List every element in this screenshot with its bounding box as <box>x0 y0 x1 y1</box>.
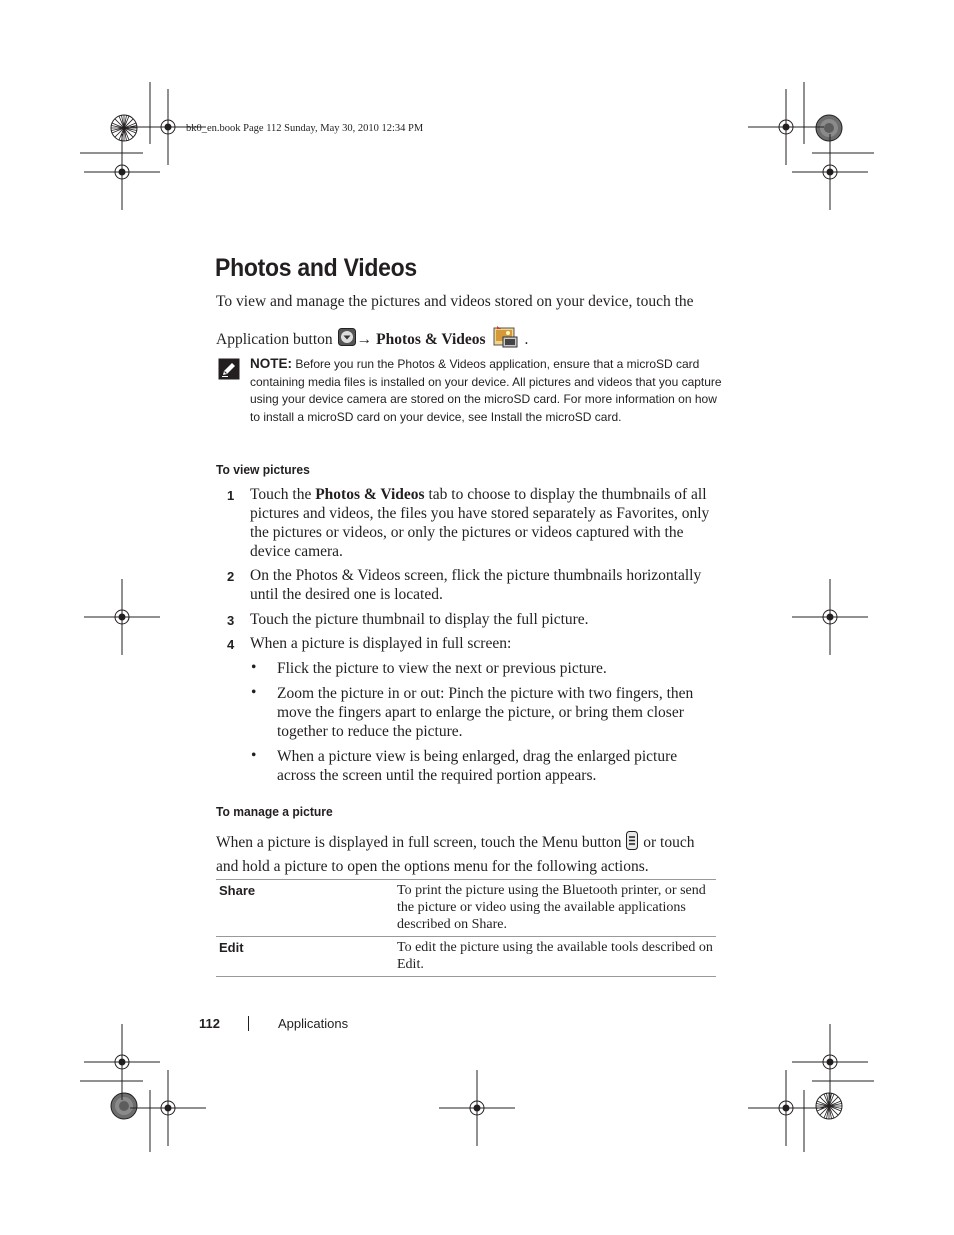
intro-application-label: Application button <box>216 330 333 348</box>
action-label: Share <box>219 883 256 898</box>
step-1-pre: Touch the <box>250 486 316 503</box>
pencil-note-icon <box>218 358 240 380</box>
step-3-text: Touch the picture thumbnail to display the full picture. <box>250 611 589 628</box>
bullet-marker: • <box>251 684 257 701</box>
bullet-item: Zoom the picture in or out: Pinch the picture with two fingers, then move the fingers apart to enlarge the picture, or bring them closer together to reduce the picture. <box>277 685 694 740</box>
intro-period: . <box>524 330 529 348</box>
action-description: To print the picture using the Bluetooth printer, or send the picture or video using the available applications described on Share. <box>397 883 706 932</box>
page-title: Photos and Videos <box>215 254 417 282</box>
step-1-text <box>250 485 715 561</box>
print-header-stamp: bk0_en.book Page 112 Sunday, May 30, 2010 12:34 PM <box>186 123 424 134</box>
note-block <box>250 355 725 426</box>
manage-para-pre: When a picture is displayed in full screen, touch the Menu button <box>216 834 622 852</box>
photos-videos-label: Photos & Videos <box>376 330 486 348</box>
application-button-icon <box>338 328 356 351</box>
footer-divider <box>248 1016 249 1031</box>
step-2-text: On the Photos & Videos screen, flick the picture thumbnails horizontally until the desired one is located. <box>250 567 702 603</box>
step-number: 2 <box>227 569 235 584</box>
note-label: NOTE: <box>250 356 292 371</box>
step-number: 1 <box>227 488 235 503</box>
bullet-item: Flick the picture to view the next or previous picture. <box>277 660 607 677</box>
step-number: 4 <box>227 637 235 652</box>
action-description: To edit the picture using the available tools described on Edit. <box>397 940 713 972</box>
menu-button-icon <box>626 831 638 856</box>
step-1-bold: Photos & Videos <box>315 486 425 503</box>
footer-section-name: Applications <box>278 1016 349 1031</box>
manage-picture-heading: To manage a picture <box>216 804 333 819</box>
bullet-marker: • <box>251 747 257 764</box>
arrow-glyph: → <box>356 330 373 348</box>
actions-table <box>216 879 716 977</box>
photos-videos-icon <box>493 325 519 354</box>
view-pictures-heading: To view pictures <box>216 462 310 477</box>
table-row <box>216 880 716 937</box>
bullet-marker: • <box>251 659 257 676</box>
page-number: 112 <box>199 1016 220 1031</box>
manage-para-post: or touch and hold a picture to open the options menu for the following actions. <box>216 834 695 875</box>
intro-line-1: To view and manage the pictures and videos stored on your device, touch the <box>216 293 694 310</box>
step-4-text: When a picture is displayed in full screen: <box>250 635 512 652</box>
intro-line-2 <box>216 325 528 354</box>
bullet-item: When a picture view is being enlarged, drag the enlarged picture across the screen until the required portion appears. <box>277 748 678 784</box>
manage-paragraph <box>216 831 716 877</box>
step-number: 3 <box>227 613 235 628</box>
table-row <box>216 937 716 977</box>
step-1-post: tab to choose to display the thumbnails of all pictures and videos, the files you have stored separately as Favorites, only the pictures or videos, or only the pictures or videos captured with the device camera. <box>250 486 710 560</box>
note-text: Before you run the Photos & Videos application, ensure that a microSD card containing media files is installed on your device. All pictures and videos that you capture using your device camera are stored on the microSD card. For more information on how to install a microSD card on your device, see Install the microSD card. <box>250 357 722 424</box>
action-label: Edit <box>219 940 244 955</box>
